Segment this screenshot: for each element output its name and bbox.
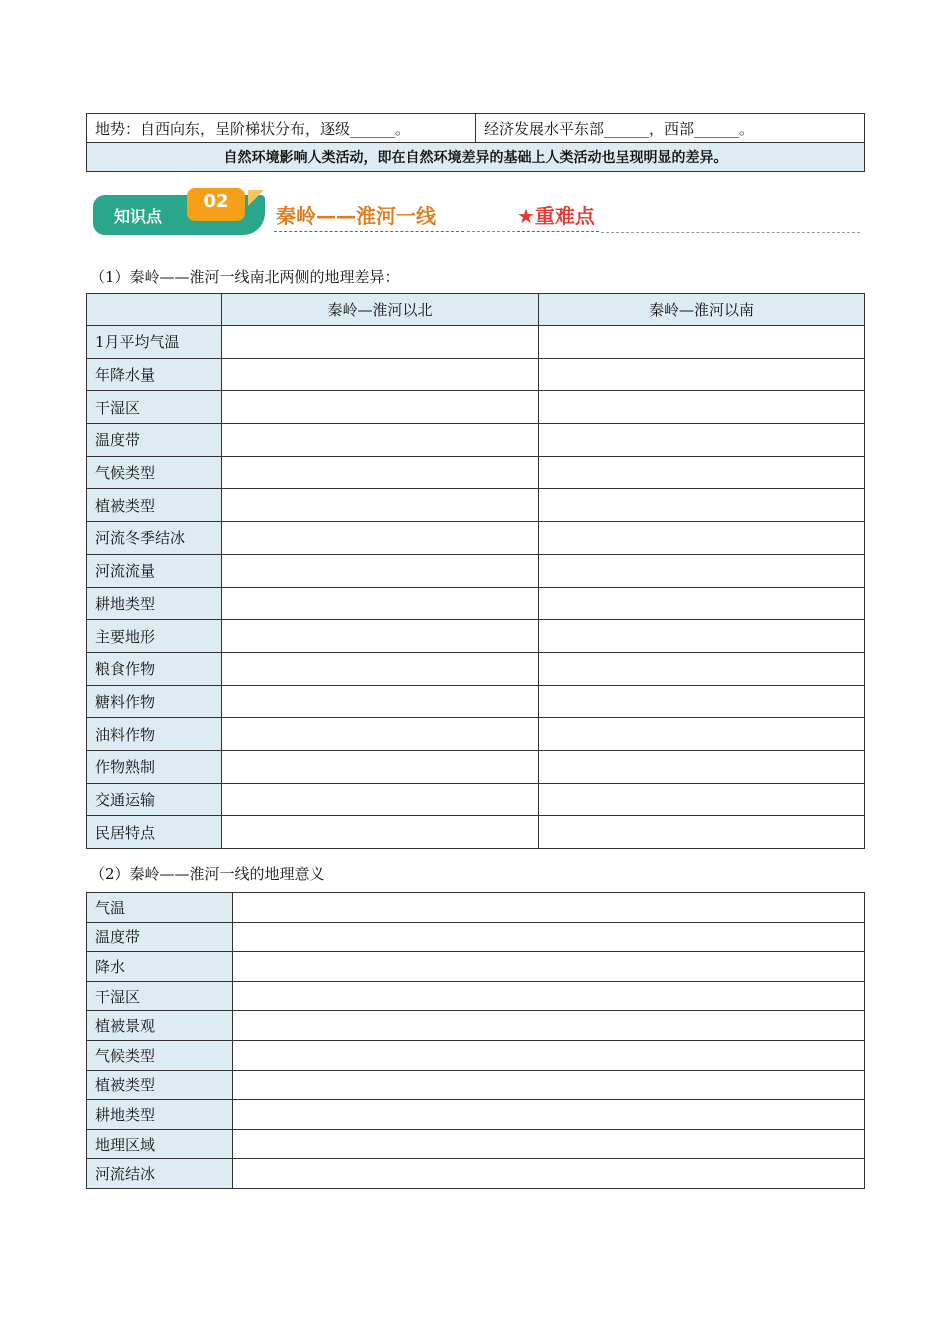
table-row	[87, 1011, 865, 1041]
north-answer-cell[interactable]	[222, 652, 539, 685]
summary-cell: 自然环境影响人类活动，即在自然环境差异的基础上人类活动也呈现明显的差异。	[87, 143, 865, 172]
north-answer-cell[interactable]	[222, 718, 539, 751]
answer-cell[interactable]	[233, 893, 865, 923]
south-answer-cell[interactable]	[539, 685, 865, 718]
row-label: 气候类型	[87, 1040, 233, 1070]
south-answer-cell[interactable]	[539, 489, 865, 522]
answer-cell[interactable]	[233, 952, 865, 982]
knowledge-point-label: 知识点	[114, 207, 163, 226]
column-header	[87, 294, 222, 326]
south-answer-cell[interactable]	[539, 391, 865, 424]
south-answer-cell[interactable]	[539, 816, 865, 849]
terrain-cell: 地势：自西向东，呈阶梯状分布，逐级______。	[87, 114, 476, 143]
economy-cell: 经济发展水平东部______，西部______。	[476, 114, 865, 143]
table-row	[87, 326, 865, 359]
table-row	[87, 1129, 865, 1159]
row-label: 植被类型	[87, 1070, 233, 1100]
answer-cell[interactable]	[233, 922, 865, 952]
table-row	[87, 652, 865, 685]
row-label: 民居特点	[87, 816, 222, 849]
table-header-row	[87, 294, 865, 326]
table-row	[87, 554, 865, 587]
row-label: 糖料作物	[87, 685, 222, 718]
answer-cell[interactable]	[233, 1129, 865, 1159]
badge-fold-icon	[248, 190, 264, 206]
north-answer-cell[interactable]	[222, 783, 539, 816]
table-row	[87, 718, 865, 751]
south-answer-cell[interactable]	[539, 456, 865, 489]
row-label: 粮食作物	[87, 652, 222, 685]
north-answer-cell[interactable]	[222, 391, 539, 424]
table-row	[87, 685, 865, 718]
table-row	[87, 456, 865, 489]
title-underline	[274, 231, 464, 232]
row-label: 植被景观	[87, 1011, 233, 1041]
south-answer-cell[interactable]	[539, 587, 865, 620]
column-header: 秦岭—淮河以北	[222, 294, 539, 326]
row-label: 作物熟制	[87, 750, 222, 783]
north-answer-cell[interactable]	[222, 522, 539, 555]
row-label: 河流冬季结冰	[87, 522, 222, 555]
table-row	[87, 922, 865, 952]
question-2-heading: （2）秦岭——淮河一线的地理意义	[90, 865, 325, 883]
geographic-significance-table	[86, 892, 865, 1189]
row-label: 地理区域	[87, 1129, 233, 1159]
table-row	[87, 424, 865, 457]
north-answer-cell[interactable]	[222, 750, 539, 783]
title-underline	[601, 232, 860, 233]
table-row	[87, 358, 865, 391]
top-table	[86, 113, 865, 172]
row-label: 耕地类型	[87, 1100, 233, 1130]
north-answer-cell[interactable]	[222, 489, 539, 522]
row-label: 干湿区	[87, 391, 222, 424]
table-row	[87, 816, 865, 849]
row-label: 气候类型	[87, 456, 222, 489]
north-answer-cell[interactable]	[222, 424, 539, 457]
row-label: 河流结冰	[87, 1159, 233, 1189]
north-answer-cell[interactable]	[222, 620, 539, 653]
south-answer-cell[interactable]	[539, 783, 865, 816]
table-row	[87, 1070, 865, 1100]
row-label: 年降水量	[87, 358, 222, 391]
answer-cell[interactable]	[233, 1040, 865, 1070]
table-row	[87, 143, 865, 172]
table-row	[87, 522, 865, 555]
table-row	[87, 620, 865, 653]
north-answer-cell[interactable]	[222, 358, 539, 391]
answer-cell[interactable]	[233, 1100, 865, 1130]
north-answer-cell[interactable]	[222, 816, 539, 849]
south-answer-cell[interactable]	[539, 358, 865, 391]
row-label: 耕地类型	[87, 587, 222, 620]
north-answer-cell[interactable]	[222, 554, 539, 587]
row-label: 气温	[87, 893, 233, 923]
table-row	[87, 1159, 865, 1189]
table-row	[87, 893, 865, 923]
title-underline	[517, 231, 599, 232]
table-row	[87, 114, 865, 143]
row-label: 油料作物	[87, 718, 222, 751]
answer-cell[interactable]	[233, 981, 865, 1011]
row-label: 温度带	[87, 922, 233, 952]
table-row	[87, 1100, 865, 1130]
north-answer-cell[interactable]	[222, 587, 539, 620]
row-label: 植被类型	[87, 489, 222, 522]
table-row	[87, 489, 865, 522]
row-label: 主要地形	[87, 620, 222, 653]
north-south-differences-table	[86, 293, 865, 849]
answer-cell[interactable]	[233, 1011, 865, 1041]
column-header: 秦岭—淮河以南	[539, 294, 865, 326]
question-1-heading: （1）秦岭——淮河一线南北两侧的地理差异：	[90, 268, 400, 286]
table-row	[87, 783, 865, 816]
south-answer-cell[interactable]	[539, 652, 865, 685]
south-answer-cell[interactable]	[539, 750, 865, 783]
row-label: 河流流量	[87, 554, 222, 587]
north-answer-cell[interactable]	[222, 456, 539, 489]
row-label: 交通运输	[87, 783, 222, 816]
table-row	[87, 1040, 865, 1070]
row-label: 干湿区	[87, 981, 233, 1011]
answer-cell[interactable]	[233, 1070, 865, 1100]
north-answer-cell[interactable]	[222, 685, 539, 718]
table-row	[87, 587, 865, 620]
south-answer-cell[interactable]	[539, 424, 865, 457]
title-underline	[467, 231, 515, 232]
south-answer-cell[interactable]	[539, 718, 865, 751]
south-answer-cell[interactable]	[539, 620, 865, 653]
section-title: 秦岭——淮河一线	[276, 204, 436, 228]
south-answer-cell[interactable]	[539, 554, 865, 587]
table-row	[87, 391, 865, 424]
knowledge-point-number: 02	[203, 191, 229, 212]
south-answer-cell[interactable]	[539, 522, 865, 555]
row-label: 降水	[87, 952, 233, 982]
table-row	[87, 952, 865, 982]
table-row	[87, 750, 865, 783]
row-label: 1月平均气温	[87, 326, 222, 359]
answer-cell[interactable]	[233, 1159, 865, 1189]
row-label: 温度带	[87, 424, 222, 457]
south-answer-cell[interactable]	[539, 326, 865, 359]
north-answer-cell[interactable]	[222, 326, 539, 359]
key-point-tag: ★重难点	[517, 204, 595, 228]
table-row	[87, 981, 865, 1011]
